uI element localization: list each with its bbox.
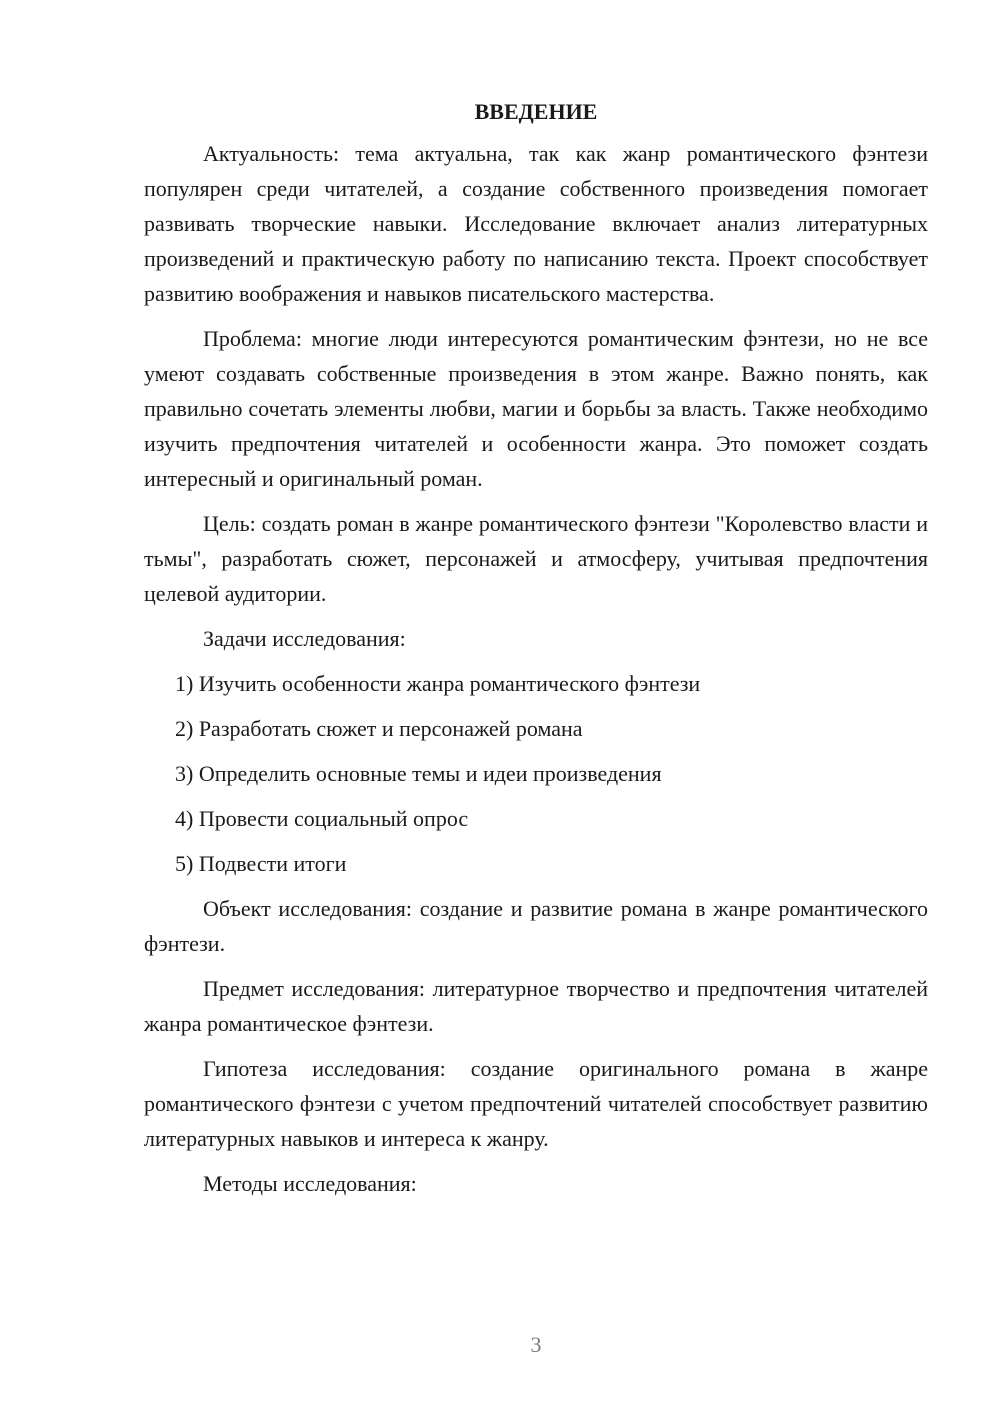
paragraph-goal: Цель: создать роман в жанре романтического фэнтези "Королевство власти и тьмы", разработать сюжет, персонажей и атмосферу, учитывая предпочтения целевой аудитории. <box>144 511 928 606</box>
list-item: 2) Разработать сюжет и персонажей романа <box>175 716 583 741</box>
list-item: 1) Изучить особенности жанра романтического фэнтези <box>175 671 701 696</box>
paragraph-subject: Предмет исследования: литературное творчество и предпочтения читателей жанра романтическое фэнтези. <box>144 976 928 1036</box>
paragraph-problem: Проблема: многие люди интересуются романтическим фэнтези, но не все умеют создавать собственные произведения в этом жанре. Важно понять, как правильно сочетать элементы любви, магии и борьбы за власть. Также необходимо изучить предпочтения читателей и особенности жанра. Это поможет создать интересный и оригинальный роман. <box>144 326 928 491</box>
page-content <box>144 96 928 1211</box>
list-item: 4) Провести социальный опрос <box>175 806 469 831</box>
page-title: ВВЕДЕНИЕ <box>474 99 598 124</box>
tasks-title: Задачи исследования: <box>203 626 406 651</box>
tasks-list <box>144 666 928 881</box>
paragraph-relevance: Актуальность: тема актуальна, так как жанр романтического фэнтези популярен среди читателей, а создание собственного произведения помогает развивать творческие навыки. Исследование включает анализ литературных произведений и практическую работу по написанию текста. Проект способствует развитию воображения и навыков писательского мастерства. <box>144 141 928 306</box>
list-item: 3) Определить основные темы и идеи произведения <box>175 761 662 786</box>
paragraph-hypothesis: Гипотеза исследования: создание оригинального романа в жанре романтического фэнтези с учетом предпочтений читателей способствует развитию литературных навыков и интереса к жанру. <box>144 1056 928 1151</box>
page-number: 3 <box>530 1332 542 1357</box>
methods-title: Методы исследования: <box>203 1171 417 1196</box>
paragraph-object: Объект исследования: создание и развитие романа в жанре романтического фэнтези. <box>144 896 928 956</box>
list-item: 5) Подвести итоги <box>175 851 347 876</box>
